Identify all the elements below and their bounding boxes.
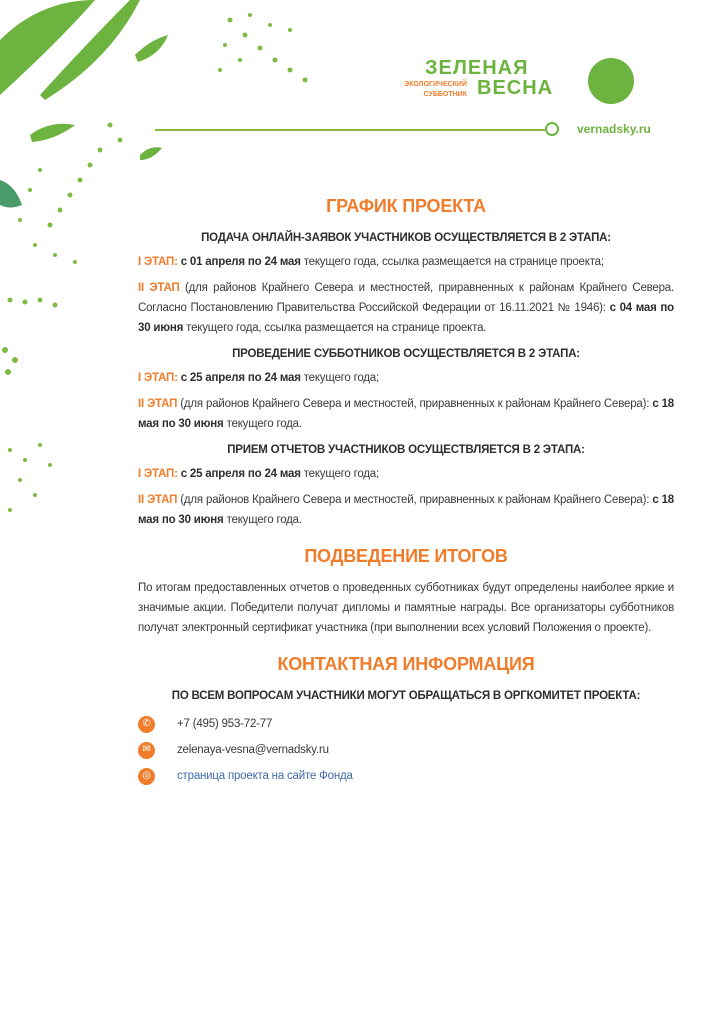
- stage-1: [138, 368, 674, 388]
- stage-tail: текущего года.: [226, 418, 302, 430]
- stage-tail: текущего года.: [226, 514, 302, 526]
- block-heading: ПРИЕМ ОТЧЕТОВ УЧАСТНИКОВ ОСУЩЕСТВЛЯЕТСЯ В 2 ЭТАПА:: [227, 444, 585, 456]
- results-title: ПОДВЕДЕНИЕ ИТОГОВ: [304, 546, 508, 566]
- globe-icon: [545, 122, 559, 136]
- document-body: [138, 196, 674, 792]
- stage-1: [138, 252, 674, 272]
- stage-dates: с 25 апреля по 24 мая: [180, 468, 301, 480]
- contacts-section: [138, 654, 674, 786]
- stage-1: [138, 464, 674, 484]
- stage-label: I ЭТАП:: [138, 468, 178, 480]
- email-address[interactable]: zelenaya-vesna@vernadsky.ru: [177, 744, 329, 756]
- stage-label: II ЭТАП: [138, 494, 178, 506]
- stage-text: (для районов Крайнего Севера и местностей, приравненных к районам Крайнего Севера):: [180, 494, 650, 506]
- schedule-block-reports: [138, 440, 674, 530]
- contact-email: [138, 740, 674, 760]
- phone-icon: ✆: [138, 716, 155, 733]
- block-heading: ПРОВЕДЕНИЕ СУББОТНИКОВ ОСУЩЕСТВЛЯЕТСЯ В 2 ЭТАПА:: [232, 348, 580, 360]
- stage-dates: с 04 мая по 30 июня: [138, 302, 674, 334]
- contacts-heading: ПО ВСЕМ ВОПРОСАМ УЧАСТНИКИ МОГУТ ОБРАЩАТЬСЯ В ОРГКОМИТЕТ ПРОЕКТА:: [171, 690, 641, 702]
- project-page-link[interactable]: страница проекта на сайте Фонда: [177, 770, 353, 782]
- stage-label: I ЭТАП:: [138, 256, 178, 268]
- stage-tail: текущего года, ссылка размещается на странице проекта.: [186, 322, 487, 334]
- stage-dates: с 18 мая по 30 июня: [138, 398, 674, 430]
- logo-title-1: ЗЕЛЕНАЯ: [425, 57, 529, 79]
- globe-icon: ◎: [138, 768, 155, 785]
- stage-text: текущего года;: [303, 468, 379, 480]
- results-text: По итогам предоставленных отчетов о проведенных субботниках будут определены наиболее яркие и значимые акции. Победители получат дипломы и памятные награды. Все организаторы субботников получат электронный сертификат участника (при выполнении всех условий Положения о проекте).: [138, 582, 674, 634]
- schedule-block-applications: [138, 228, 674, 338]
- stage-text: текущего года;: [303, 372, 379, 384]
- stage-label: II ЭТАП: [138, 282, 180, 294]
- stage-text: (для районов Крайнего Севера и местностей, приравненных к районам Крайнего Севера):: [180, 398, 650, 410]
- results-section: [138, 546, 674, 638]
- stage-2: [138, 278, 674, 338]
- stage-dates: с 25 апреля по 24 мая: [180, 372, 301, 384]
- mail-icon: ✉: [138, 742, 155, 759]
- stage-dates: с 01 апреля по 24 мая: [180, 256, 301, 268]
- schedule-title: ГРАФИК ПРОЕКТА: [326, 196, 486, 216]
- contact-phone: [138, 714, 674, 734]
- phone-number[interactable]: +7 (495) 953-72-77: [177, 718, 273, 730]
- contacts-title: КОНТАКТНАЯ ИНФОРМАЦИЯ: [277, 654, 535, 674]
- stage-dates: с 18 мая по 30 июня: [138, 494, 674, 526]
- stage-label: I ЭТАП:: [138, 372, 178, 384]
- stage-text: (для районов Крайнего Севера и местностей, приравненных к районам Крайнего Севера. Согласно Постановлению Правительства Российской Федерации от 16.11.2021 № 1946):: [138, 282, 675, 314]
- foundation-emblem-icon: [588, 58, 634, 104]
- contact-web: [138, 766, 674, 786]
- schedule-block-subbotniks: [138, 344, 674, 434]
- header-divider: [155, 129, 545, 131]
- block-heading: ПОДАЧА ОНЛАЙН-ЗАЯВОК УЧАСТНИКОВ ОСУЩЕСТВЛЯЕТСЯ В 2 ЭТАПА:: [201, 232, 611, 244]
- logo-title-2: ВЕСНА: [477, 77, 554, 99]
- stage-2: [138, 490, 674, 530]
- stage-2: [138, 394, 674, 434]
- stage-text: текущего года, ссылка размещается на странице проекта;: [303, 256, 604, 268]
- site-link[interactable]: vernadsky.ru: [577, 122, 651, 136]
- logo-subtitle-2: СУББОТНИК: [423, 91, 467, 98]
- stage-label: II ЭТАП: [138, 398, 178, 410]
- logo-subtitle-1: ЭКОЛОГИЧЕСКИЙ: [404, 81, 467, 88]
